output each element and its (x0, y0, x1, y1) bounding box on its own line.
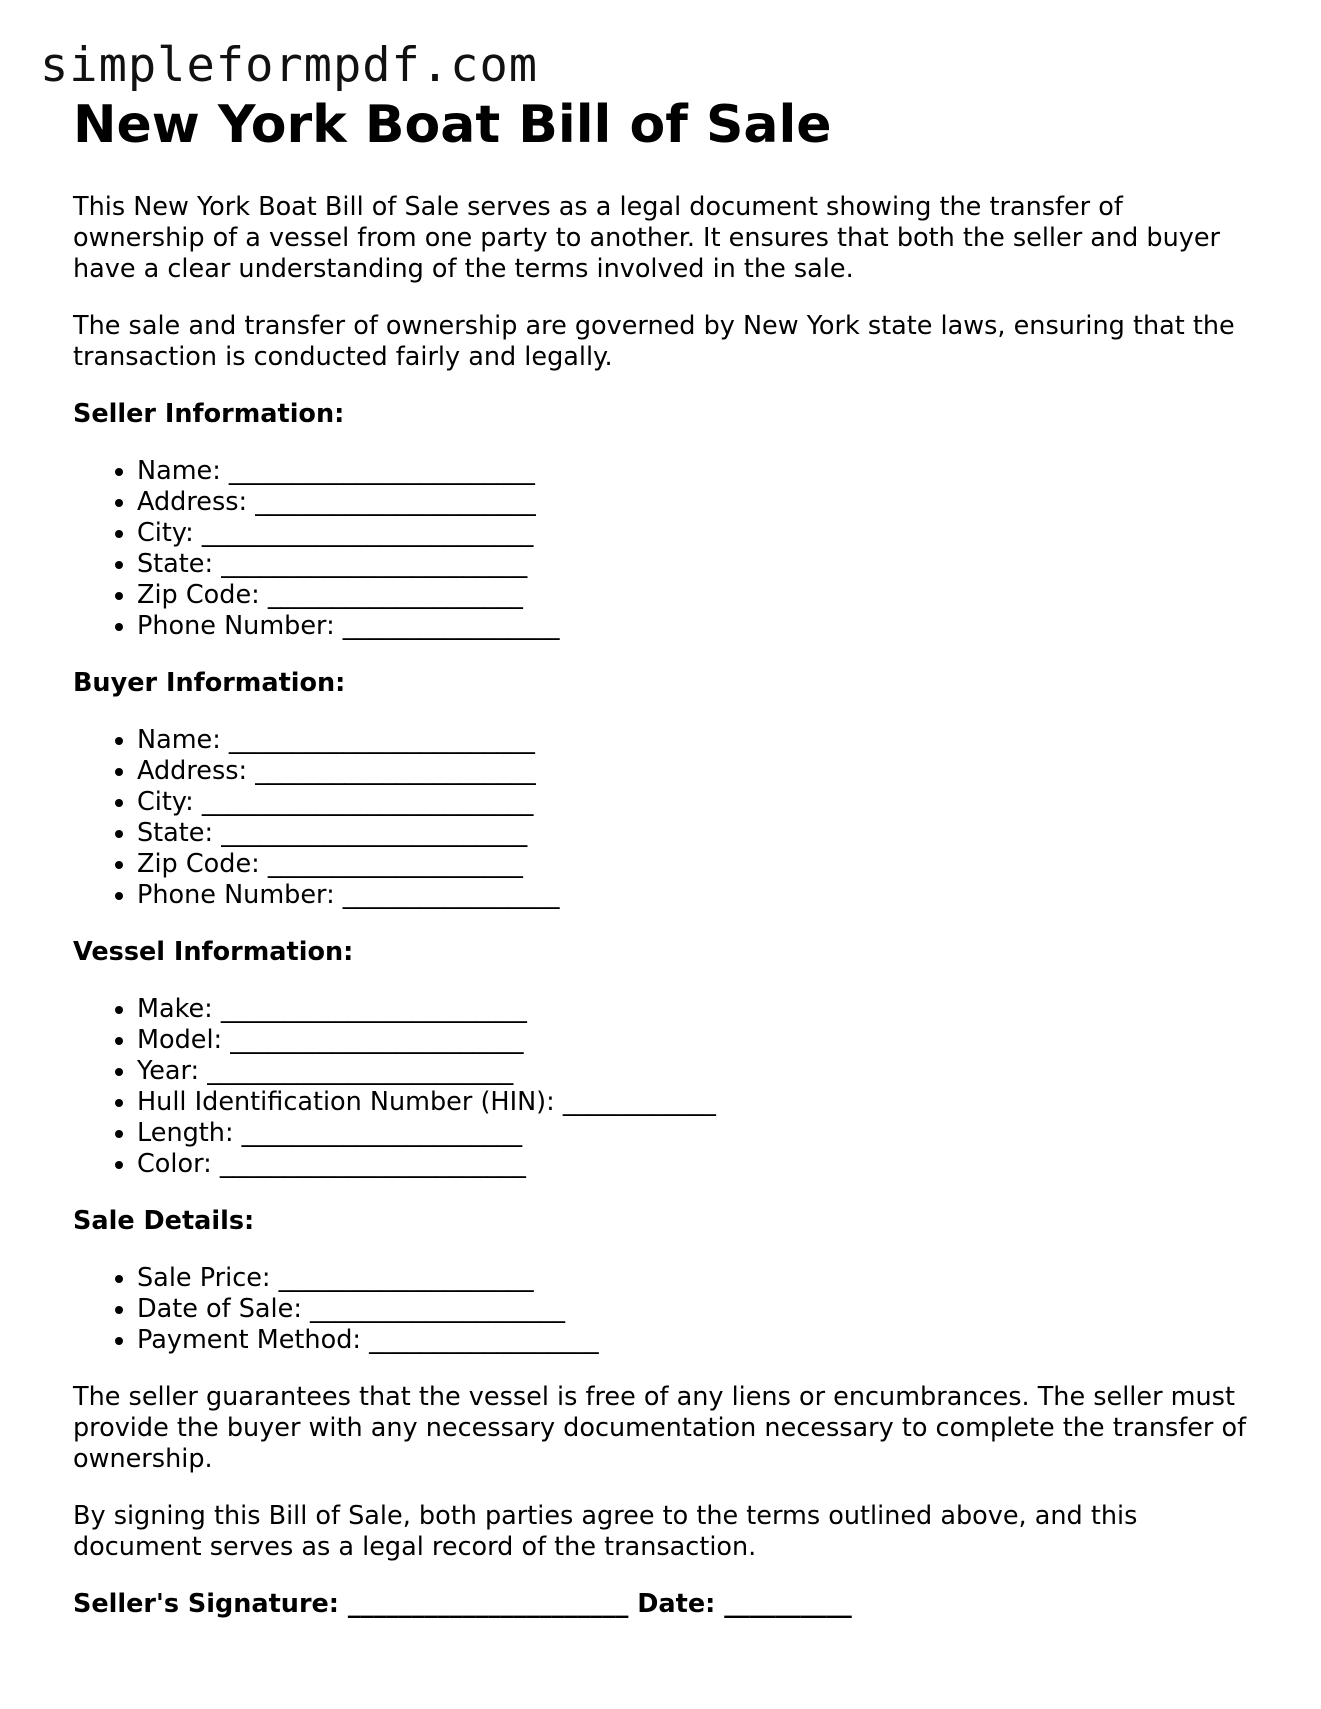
buyer-zip-field[interactable]: • Zip Code: ____________________ (137, 849, 1253, 880)
vessel-section-heading: Vessel Information: (73, 937, 354, 967)
document-body (73, 92, 1253, 1620)
seller-signature-line[interactable]: Seller's Signature: ______________________ Date: __________ (73, 1589, 852, 1619)
vessel-year-field[interactable]: • Year: ________________________ (137, 1056, 1253, 1087)
intro-paragraph-1: This New York Boat Bill of Sale serves as a legal document showing the transfer of ownership of a vessel from one party to another. It ensures that both the seller and buyer have a clear understanding of the terms involved in the sale. (73, 192, 1220, 284)
buyer-city-field[interactable]: • City: __________________________ (137, 787, 1253, 818)
site-watermark: simpleformpdf.com (40, 38, 539, 93)
buyer-state-field[interactable]: • State: ________________________ (137, 818, 1253, 849)
page-title: New York Boat Bill of Sale (73, 95, 832, 155)
intro-paragraph-2: The sale and transfer of ownership are governed by New York state laws, ensuring that the transaction is conducted fairly and legally. (73, 311, 1235, 372)
closing-paragraph-1: The seller guarantees that the vessel is free of any liens or encumbrances. The seller must provide the buyer with any necessary documentation necessary to complete the transfer of ownership. (73, 1382, 1247, 1474)
sale-date-field[interactable]: • Date of Sale: ____________________ (137, 1294, 1253, 1325)
seller-state-field[interactable]: • State: ________________________ (137, 549, 1253, 580)
seller-field-list (73, 456, 1253, 642)
buyer-section-heading: Buyer Information: (73, 668, 346, 698)
buyer-address-field[interactable]: • Address: ______________________ (137, 756, 1253, 787)
seller-name-field[interactable]: • Name: ________________________ (137, 456, 1253, 487)
seller-zip-field[interactable]: • Zip Code: ____________________ (137, 580, 1253, 611)
closing-paragraph-2: By signing this Bill of Sale, both parties agree to the terms outlined above, and this document serves as a legal record of the transaction. (73, 1501, 1138, 1562)
sale-field-list (73, 1263, 1253, 1356)
buyer-name-field[interactable]: • Name: ________________________ (137, 725, 1253, 756)
vessel-hin-field[interactable]: • Hull Identification Number (HIN): ____________ (137, 1087, 1253, 1118)
vessel-length-field[interactable]: • Length: ______________________ (137, 1118, 1253, 1149)
vessel-model-field[interactable]: • Model: _______________________ (137, 1025, 1253, 1056)
vessel-field-list (73, 994, 1253, 1180)
buyer-phone-field[interactable]: • Phone Number: _________________ (137, 880, 1253, 911)
payment-method-field[interactable]: • Payment Method: __________________ (137, 1325, 1253, 1356)
vessel-make-field[interactable]: • Make: ________________________ (137, 994, 1253, 1025)
sale-section-heading: Sale Details: (73, 1206, 255, 1236)
seller-section-heading: Seller Information: (73, 399, 345, 429)
buyer-field-list (73, 725, 1253, 911)
vessel-color-field[interactable]: • Color: ________________________ (137, 1149, 1253, 1180)
seller-phone-field[interactable]: • Phone Number: _________________ (137, 611, 1253, 642)
seller-city-field[interactable]: • City: __________________________ (137, 518, 1253, 549)
sale-price-field[interactable]: • Sale Price: ____________________ (137, 1263, 1253, 1294)
seller-address-field[interactable]: • Address: ______________________ (137, 487, 1253, 518)
